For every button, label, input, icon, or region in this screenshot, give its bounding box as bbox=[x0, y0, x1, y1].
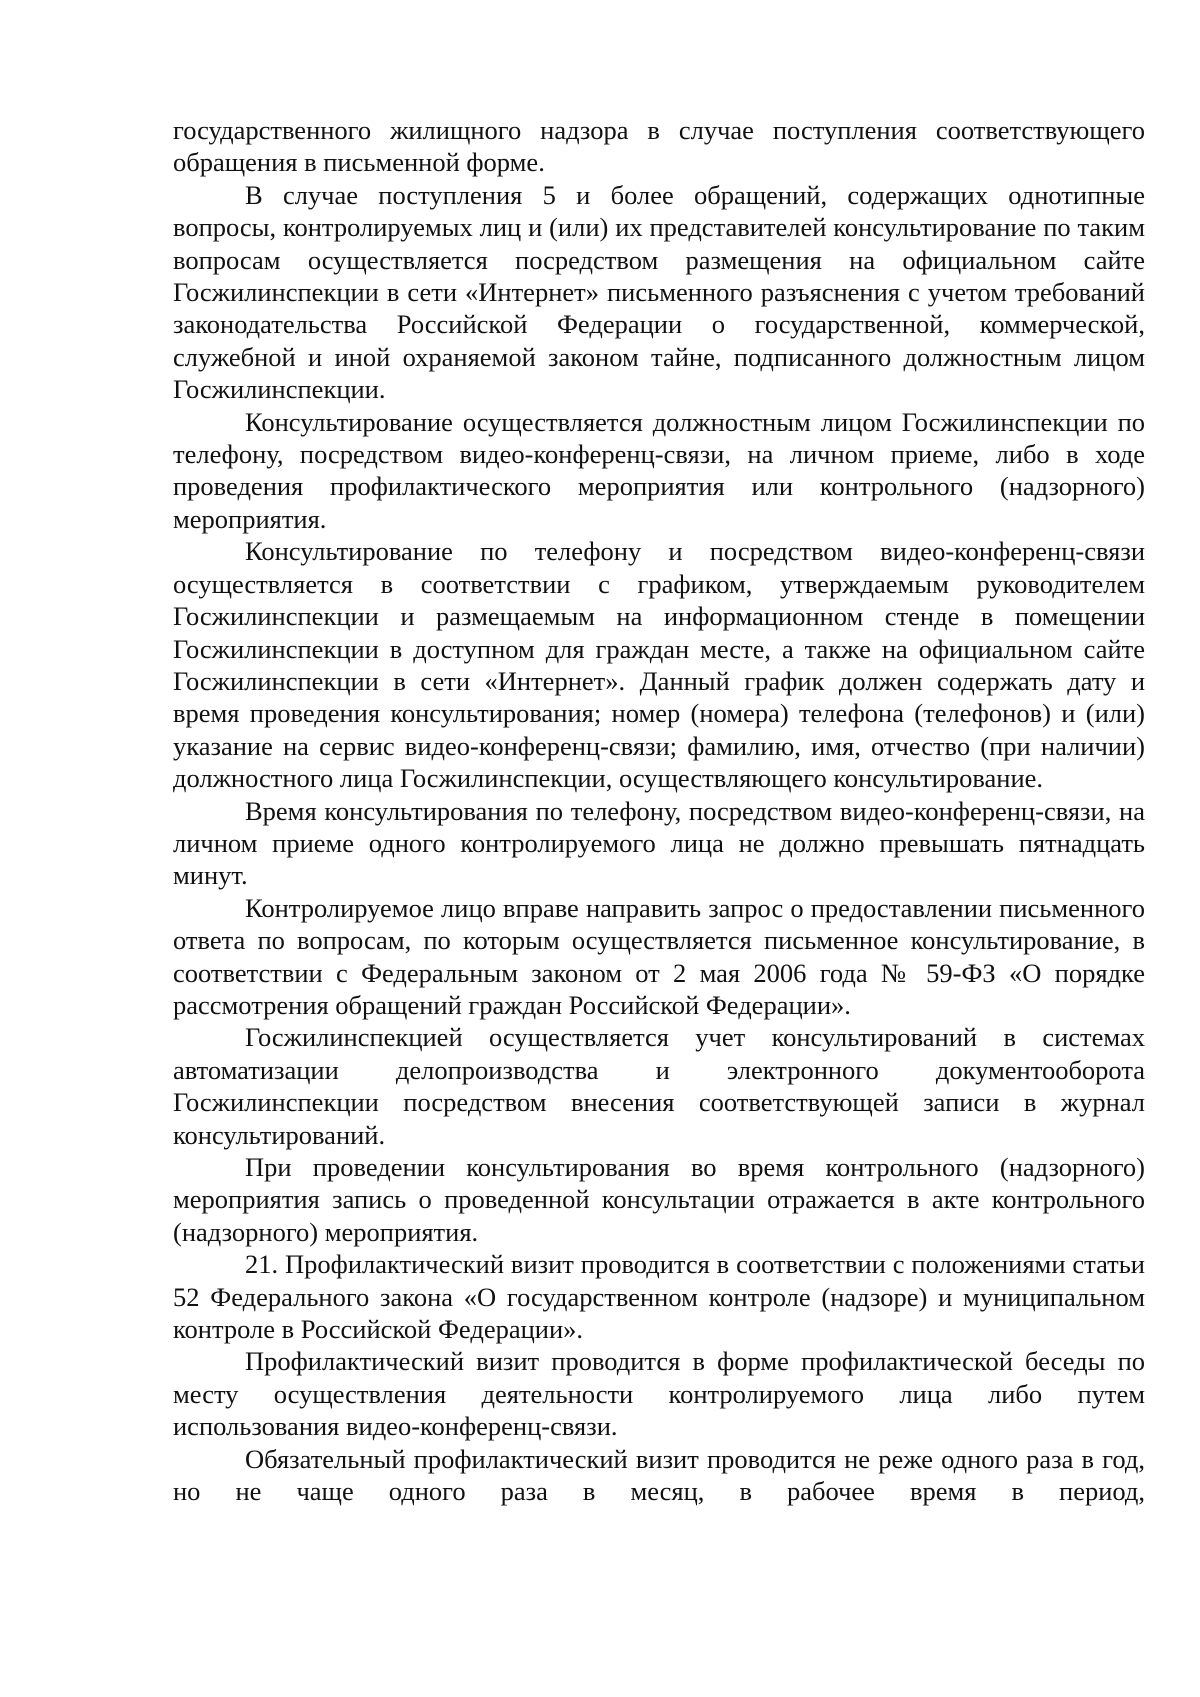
document-body bbox=[173, 114, 1145, 1507]
paragraph-visit-form: Профилактический визит проводится в форме профилактической беседы по месту осуществления деятельности контролируемого лица либо путем использования видео-конференц-связи. bbox=[173, 1346, 1145, 1442]
paragraph-consultation-methods: Консультирование осуществляется должностным лицом Госжилинспекции по телефону, посредством видео-конференц-связи, на личном приеме, либо в ходе проведения профилактического мероприятия или контрольного (надзорного) мероприятия. bbox=[173, 406, 1145, 534]
paragraph-section-21: 21. Профилактический визит проводится в соответствии с положениями статьи 52 Федерального закона «О государственном контроле (надзоре) и муниципальном контроле в Российской Федерации». bbox=[173, 1249, 1145, 1345]
paragraph-continuation: государственного жилищного надзора в случае поступления соответствующего обращения в письменной форме. bbox=[173, 115, 1145, 178]
paragraph-written-request: Контролируемое лицо вправе направить запрос о предоставлении письменного ответа по вопросам, по которым осуществляется письменное консультирование, в соответствии с Федеральным законом от 2 мая 2006 года № 59-ФЗ «О порядке рассмотрения обращений граждан Российской Федерации». bbox=[173, 892, 1145, 1020]
paragraph-consultation-during-inspection: При проведении консультирования во время контрольного (надзорного) мероприятия запись о проведенной консультации отражается в акте контрольного (надзорного) мероприятия. bbox=[173, 1152, 1145, 1247]
paragraph-consultation-records: Госжилинспекцией осуществляется учет консультирований в системах автоматизации делопроизводства и электронного документооборота Госжилинспекции посредством внесения соответствующей записи в журнал консультирований. bbox=[173, 1022, 1145, 1150]
paragraph-multiple-appeals: В случае поступления 5 и более обращений, содержащих однотипные вопросы, контролируемых лиц и (или) их представителей консультирование по таким вопросам осуществляется посредством размещения на официальном сайте Госжилинспекции в сети «Интернет» письменного разъяснения с учетом требований законодательства Российской Федерации о государственной, коммерческой, служебной и иной охраняемой законом тайне, подписанного должностным лицом Госжилинспекции. bbox=[173, 179, 1145, 405]
paragraph-consultation-schedule: Консультирование по телефону и посредством видео-конференц-связи осуществляется в соответствии с графиком, утверждаемым руководителем Госжилинспекции и размещаемым на информационном стенде в помещении Госжилинспекции в доступном для граждан месте, а также на официальном сайте Госжилинспекции в сети «Интернет». Данный график должен содержать дату и время проведения консультирования; номер (номера) телефона (телефонов) и (или) указание на сервис видео-конференц-связи; фамилию, имя, отчество (при наличии) должностного лица Госжилинспекции, осуществляющего консультирование. bbox=[173, 536, 1145, 794]
paragraph-mandatory-visit: Обязательный профилактический визит проводится не реже одного раза в год, но не чаще одного раза в месяц, в рабочее время в период, bbox=[173, 1443, 1145, 1507]
paragraph-consultation-duration: Время консультирования по телефону, посредством видео-конференц-связи, на личном приеме одного контролируемого лица не должно превышать пятнадцать минут. bbox=[173, 795, 1145, 891]
